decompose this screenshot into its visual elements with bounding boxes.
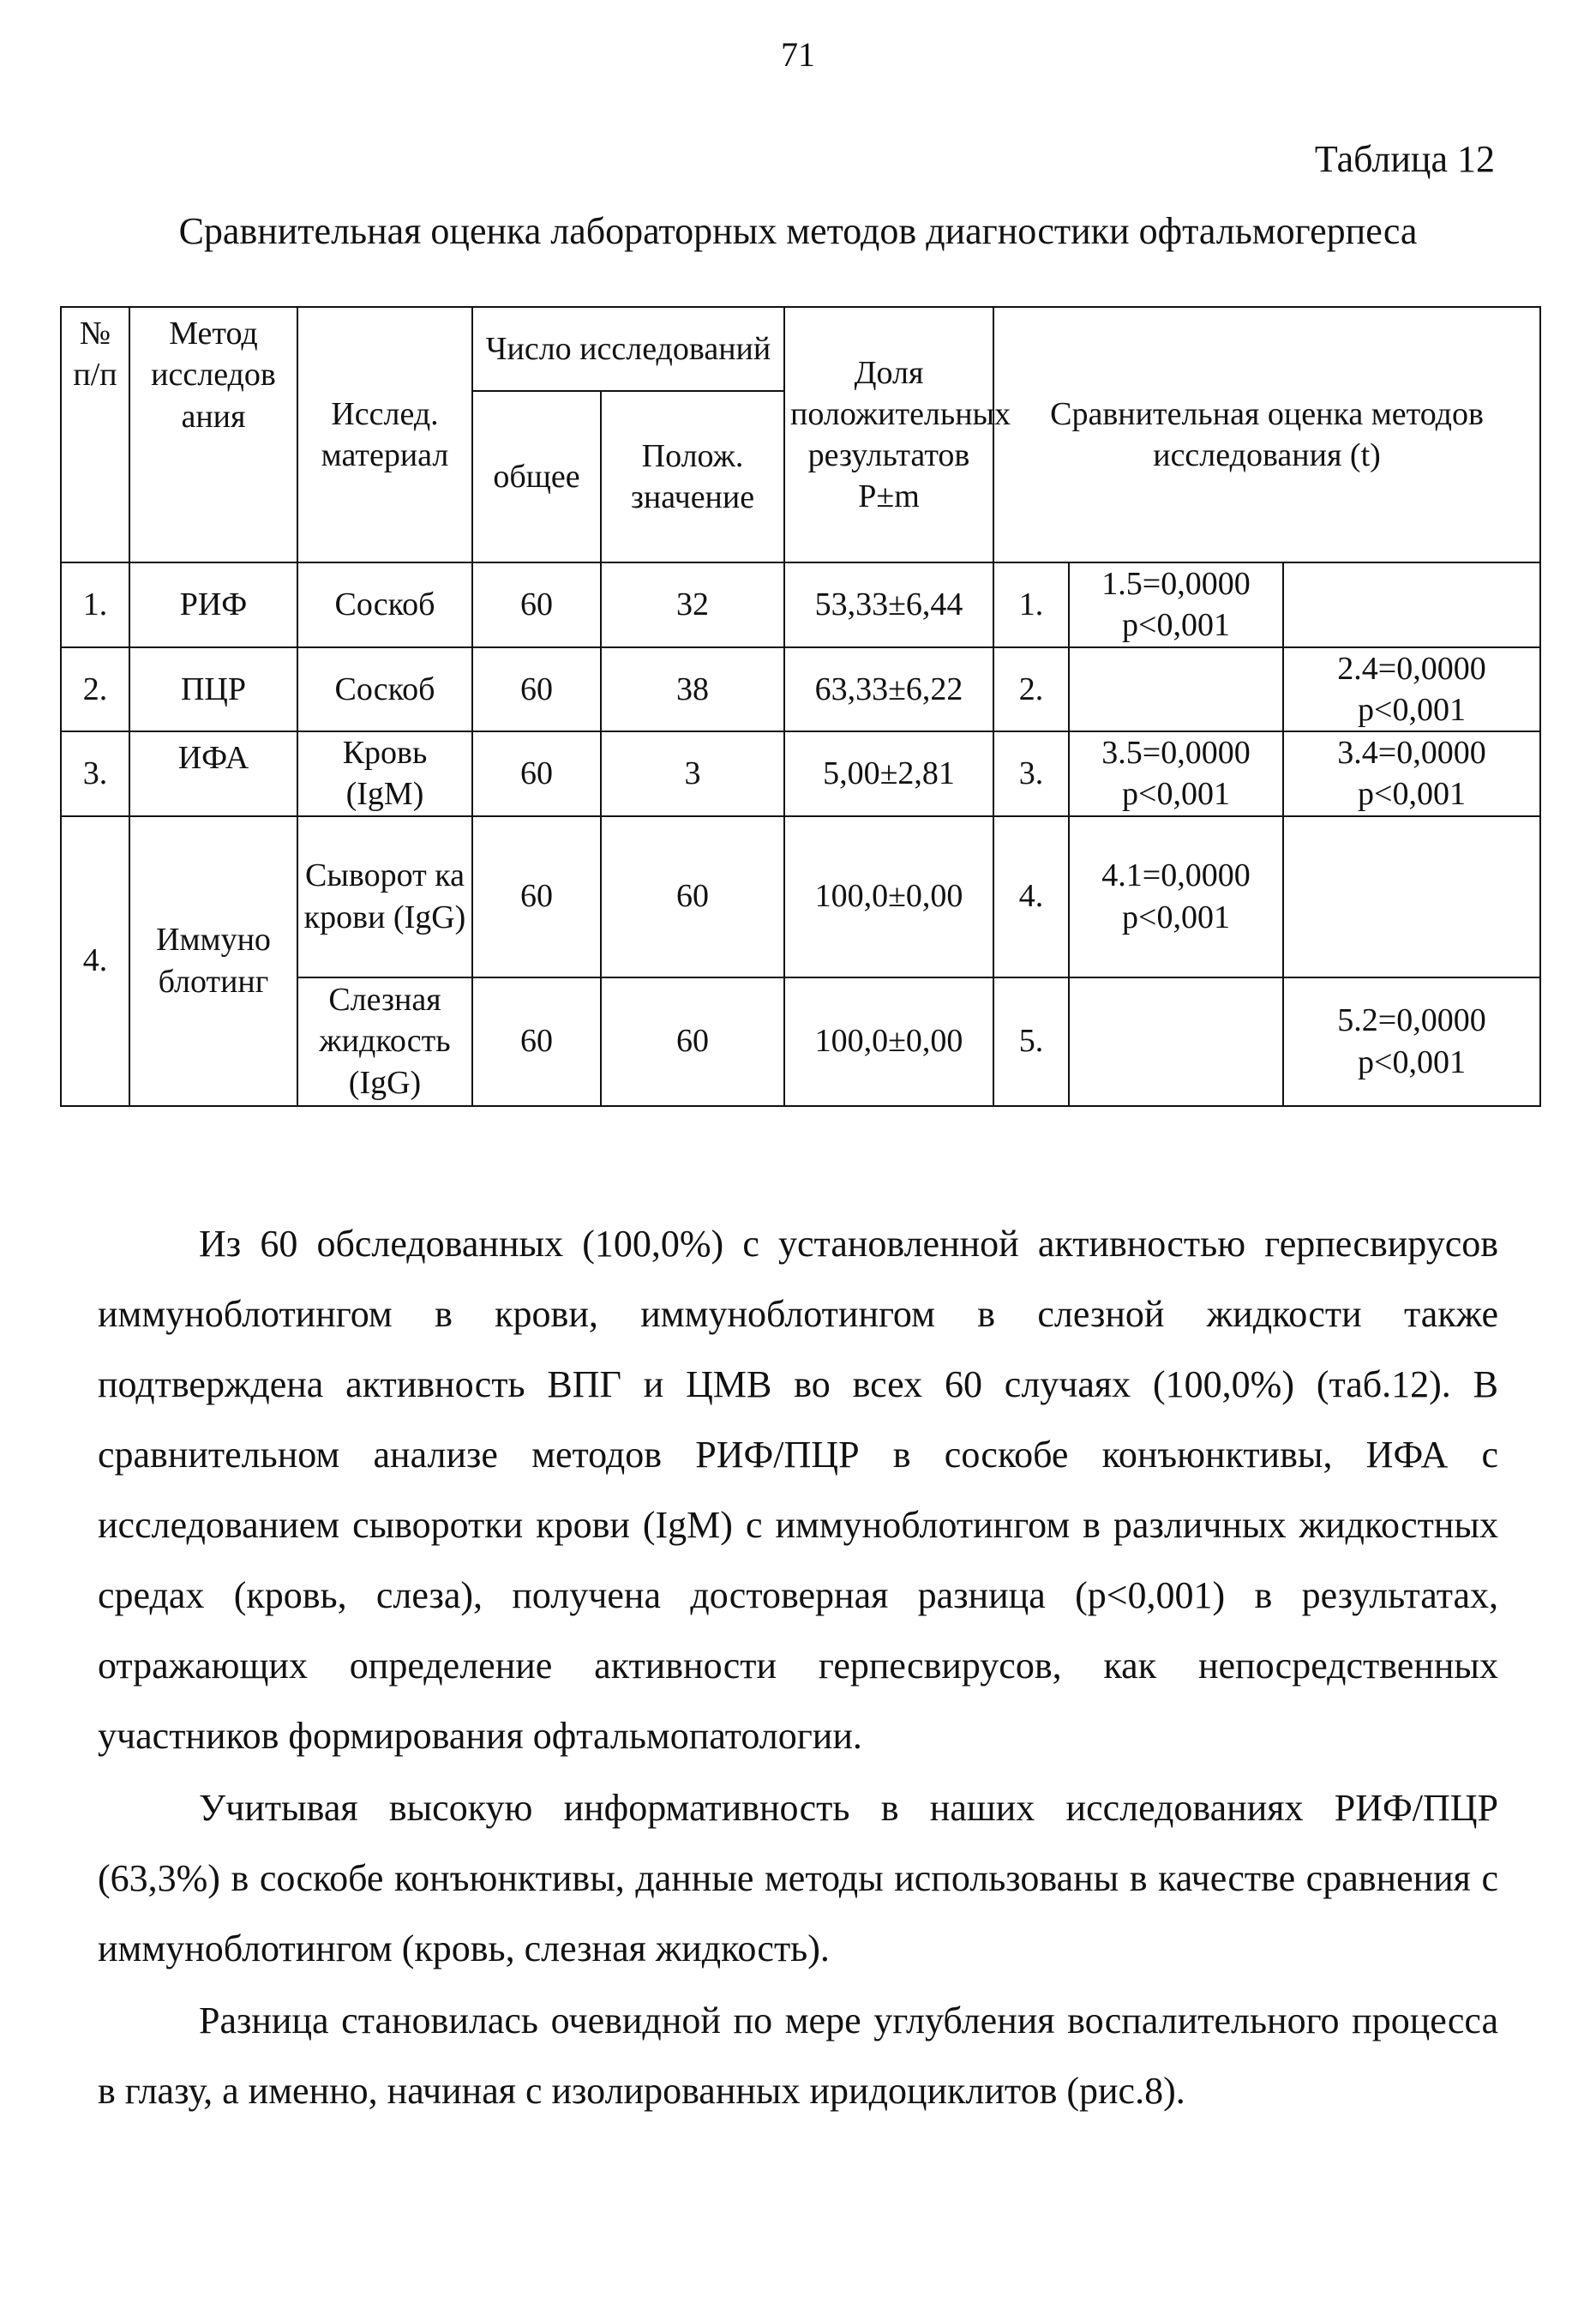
cell-material: Соскоб (297, 647, 472, 732)
cell-comparison-b: 5.2=0,0000 p<0,001 (1283, 977, 1540, 1106)
cell-material: Сыворот ка крови (IgG) (297, 816, 472, 977)
cell-share: 5,00±2,81 (784, 731, 993, 816)
cell-comparison-a: 4.1=0,0000 p<0,001 (1069, 816, 1283, 977)
table-row (61, 816, 1540, 977)
cell-material: Соскоб (297, 562, 472, 647)
cell-share: 100,0±0,00 (784, 977, 993, 1106)
cell-material: Слезная жидкость (IgG) (297, 977, 472, 1106)
cell-method: Иммуно блотинг (129, 816, 297, 1106)
cell-positive: 60 (601, 816, 784, 977)
cell-total: 60 (472, 562, 601, 647)
cell-index: 5. (993, 977, 1069, 1106)
cell-total: 60 (472, 816, 601, 977)
cell-material: Кровь (IgM) (297, 731, 472, 816)
header-count-positive: Полож. значение (601, 391, 784, 562)
paragraph: Учитывая высокую информативность в наших исследованиях РИФ/ПЦР (63,3%) в соскобе конъюнктивы, данные методы использованы в качестве сравнения с иммуноблотингом (кровь, слезная жидкость). (98, 1787, 1498, 1969)
header-comparison: Сравнительная оценка методов исследования (t) (993, 307, 1540, 562)
cell-comparison-b: 2.4=0,0000 p<0,001 (1283, 647, 1540, 732)
cell-comparison-a (1069, 977, 1283, 1106)
cell-share: 63,33±6,22 (784, 647, 993, 732)
cell-number: 3. (61, 731, 129, 816)
cell-number: 4. (61, 816, 129, 1106)
cell-comparison-b (1283, 816, 1540, 977)
cell-positive: 60 (601, 977, 784, 1106)
comparison-table (60, 306, 1541, 1107)
table-row (61, 562, 1540, 647)
paragraph: Разница становилась очевидной по мере углубления воспалительного процесса в глазу, а именно, начиная с изолированных иридоциклитов (рис.8). (98, 1999, 1498, 2112)
cell-comparison-b: 3.4=0,0000 p<0,001 (1283, 731, 1540, 816)
cell-total: 60 (472, 731, 601, 816)
cell-number: 1. (61, 562, 129, 647)
table-row (61, 731, 1540, 816)
body-text (98, 1209, 1498, 2128)
page-number: 71 (781, 35, 815, 74)
paragraph: Из 60 обследованных (100,0%) с установленной активностью герпесвирусов иммуноблотингом в крови, иммуноблотингом в слезной жидкости также подтверждена активность ВПГ и ЦМВ во всех 60 случаях (100,0%) (таб.12). В сравнительном анализе методов РИФ/ПЦР в соскобе конъюнктивы, ИФА с исследованием сыворотки крови (IgM) с иммуноблотингом в различных жидкостных средах (кровь, слеза), получена достоверная разница (p<0,001) в результатах, отражающих определение активности герпесвирусов, как непосредственных участников формирования офтальмопатологии. (98, 1223, 1498, 1757)
cell-comparison-a (1069, 647, 1283, 732)
cell-comparison-b (1283, 562, 1540, 647)
table-row (61, 647, 1540, 732)
cell-total: 60 (472, 647, 601, 732)
cell-comparison-a: 1.5=0,0000 p<0,001 (1069, 562, 1283, 647)
cell-share: 100,0±0,00 (784, 816, 993, 977)
cell-index: 4. (993, 816, 1069, 977)
cell-total: 60 (472, 977, 601, 1106)
cell-comparison-a: 3.5=0,0000 p<0,001 (1069, 731, 1283, 816)
cell-index: 2. (993, 647, 1069, 732)
cell-index: 3. (993, 731, 1069, 816)
cell-share: 53,33±6,44 (784, 562, 993, 647)
header-count-total: общее (472, 391, 601, 562)
cell-positive: 38 (601, 647, 784, 732)
header-material: Исслед. материал (297, 307, 472, 562)
header-share: Доля положительных результатов P±m (784, 307, 993, 562)
cell-positive: 3 (601, 731, 784, 816)
table-label: Таблица 12 (1314, 138, 1495, 180)
header-count-group: Число исследований (472, 307, 784, 391)
cell-method: ПЦР (129, 647, 297, 732)
cell-method: ИФА (129, 731, 297, 816)
header-number: № п/п (61, 307, 129, 562)
cell-number: 2. (61, 647, 129, 732)
header-method: Метод исследов ания (129, 307, 297, 562)
cell-index: 1. (993, 562, 1069, 647)
cell-positive: 32 (601, 562, 784, 647)
table-title: Сравнительная оценка лабораторных методов диагностики офтальмогерпеса (178, 210, 1418, 252)
cell-method: РИФ (129, 562, 297, 647)
